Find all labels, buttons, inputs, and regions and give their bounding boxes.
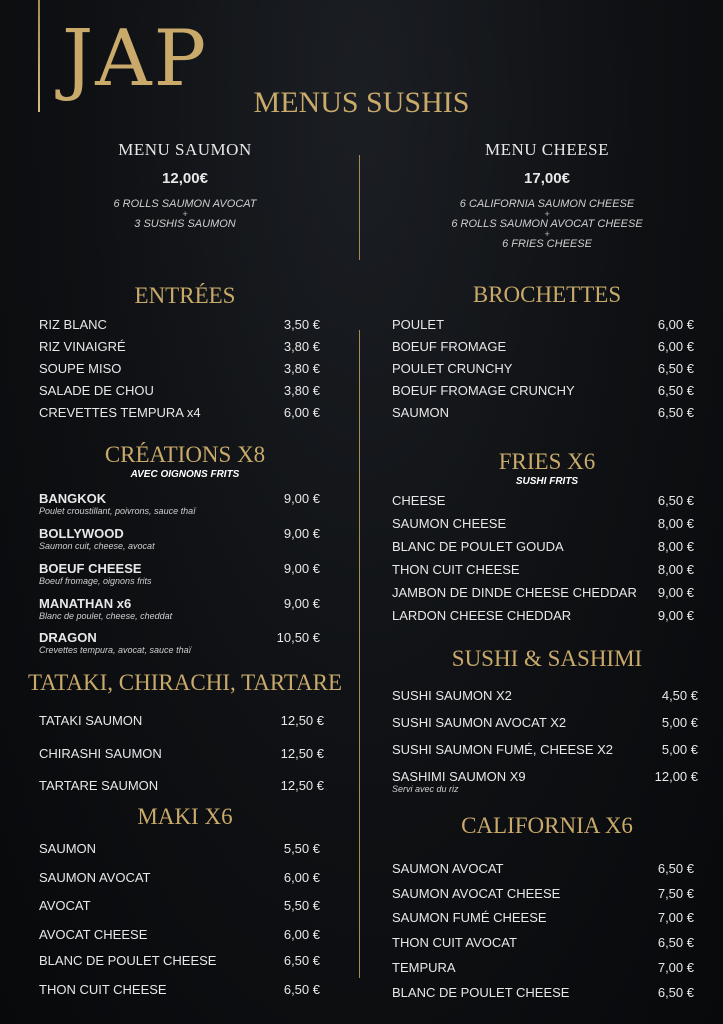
item-name: JAMBON DE DINDE CHEESE CHEDDAR [392, 585, 637, 600]
item-name: SUSHI SAUMON X2 [392, 688, 512, 703]
item-name: BLANC DE POULET CHEESE [392, 985, 570, 1000]
item-name: SOUPE MISO [39, 361, 122, 376]
item-price: 8,00 € [657, 516, 694, 531]
item-price: 5,50 € [283, 898, 320, 913]
sushi-title: SUSHI & SASHIMI [451, 646, 643, 671]
creations-item [39, 561, 320, 576]
item-name: TATAKI SAUMON [39, 713, 143, 728]
item-name: SUSHI SAUMON AVOCAT X2 [392, 715, 567, 730]
item-name: SAUMON AVOCAT [392, 861, 504, 876]
creations-item [39, 526, 320, 541]
item-price: 3,50 € [283, 317, 320, 332]
brochettes-item [392, 339, 694, 354]
sushi-item [392, 688, 698, 703]
item-price: 6,50 € [657, 383, 694, 398]
fries-title: FRIES X6 [498, 449, 596, 474]
item-name: SAUMON FUMÉ CHEESE [392, 910, 547, 925]
item-name: SASHIMI SAUMON X9 [392, 769, 526, 784]
menu-item: 6 ROLLS SAUMON AVOCAT CHEESE [451, 218, 643, 230]
tataki-item [39, 778, 324, 793]
item-price: 6,00 € [657, 339, 694, 354]
california-item [392, 960, 694, 975]
menu-divider [359, 155, 360, 260]
menu-price: 17,00€ [524, 170, 570, 187]
item-price: 10,50 € [276, 630, 320, 645]
maki-item [39, 982, 320, 997]
menu-item: 6 CALIFORNIA SAUMON CHEESE [459, 198, 635, 210]
item-price: 6,50 € [283, 953, 320, 968]
maki-item [39, 870, 320, 885]
menu-item: 6 ROLLS SAUMON AVOCAT [113, 198, 257, 210]
item-name: BLANC DE POULET GOUDA [392, 539, 564, 554]
item-description: Boeuf fromage, oignons frits [39, 576, 152, 586]
item-price: 8,00 € [657, 562, 694, 577]
item-description: Servi avec du riz [392, 784, 459, 794]
item-name: BLANC DE POULET CHEESE [39, 953, 217, 968]
item-description: Saumon cuit, cheese, avocat [39, 541, 155, 551]
sushi-item [392, 742, 698, 757]
item-name: CREVETTES TEMPURA x4 [39, 405, 201, 420]
item-name: RIZ BLANC [39, 317, 107, 332]
item-price: 9,00 € [657, 585, 694, 600]
item-price: 6,50 € [657, 493, 694, 508]
column-divider [359, 330, 360, 978]
item-name: LARDON CHEESE CHEDDAR [392, 608, 572, 623]
creations-subtitle: AVEC OIGNONS FRITS [130, 469, 240, 480]
california-item [392, 886, 694, 901]
creations-item [39, 491, 320, 506]
tataki-title: TATAKI, CHIRACHI, TARTARE [27, 670, 343, 695]
item-description: Blanc de poulet, cheese, cheddat [39, 611, 173, 621]
menu-contents [60, 199, 310, 230]
california-item [392, 910, 694, 925]
fries-subtitle: SUSHI FRITS [515, 476, 579, 487]
item-price: 12,50 € [280, 713, 324, 728]
item-price: 12,00 € [654, 769, 698, 784]
item-description: Poulet croustillant, poivrons, sauce thaï [39, 506, 196, 516]
item-name: SAUMON CHEESE [392, 516, 507, 531]
fries-item [392, 562, 694, 577]
brochettes-item [392, 383, 694, 398]
item-name: CHEESE [392, 493, 446, 508]
item-price: 9,00 € [283, 526, 320, 541]
item-name: BANGKOK [39, 491, 107, 506]
item-name: THON CUIT AVOCAT [392, 935, 517, 950]
item-price: 8,00 € [657, 539, 694, 554]
item-price: 7,00 € [657, 910, 694, 925]
entrees-item [39, 339, 320, 354]
menu-contents [412, 199, 682, 250]
item-name: MANATHAN x6 [39, 596, 132, 611]
item-price: 6,50 € [657, 861, 694, 876]
maki-item [39, 953, 320, 968]
plus-sign: + [544, 209, 550, 219]
item-price: 6,00 € [283, 870, 320, 885]
maki-item [39, 927, 320, 942]
item-name: TARTARE SAUMON [39, 778, 159, 793]
item-price: 6,50 € [657, 935, 694, 950]
maki-item [39, 841, 320, 856]
item-price: 6,00 € [283, 405, 320, 420]
plus-sign: + [182, 209, 188, 219]
creations-title: CRÉATIONS X8 [104, 442, 266, 467]
brochettes-item [392, 361, 694, 376]
item-price: 3,80 € [283, 383, 320, 398]
menu-cheese [412, 140, 682, 250]
item-name: AVOCAT [39, 898, 91, 913]
california-item [392, 861, 694, 876]
entrees-title: ENTRÉES [134, 283, 236, 308]
item-price: 12,50 € [280, 746, 324, 761]
item-name: POULET CRUNCHY [392, 361, 513, 376]
creations-item [39, 596, 320, 611]
item-name: THON CUIT CHEESE [39, 982, 167, 997]
item-price: 3,80 € [283, 361, 320, 376]
item-price: 5,50 € [283, 841, 320, 856]
fries-item [392, 585, 694, 600]
item-price: 9,00 € [657, 608, 694, 623]
item-price: 6,50 € [657, 361, 694, 376]
menu-item: 3 SUSHIS SAUMON [134, 218, 236, 230]
fries-item [392, 493, 694, 508]
item-name: SAUMON AVOCAT [39, 870, 151, 885]
item-price: 6,00 € [283, 927, 320, 942]
item-name: AVOCAT CHEESE [39, 927, 148, 942]
maki-item [39, 898, 320, 913]
brand-logo: JAP [62, 14, 209, 104]
menu-saumon [60, 140, 310, 230]
california-item [392, 935, 694, 950]
item-name: SAUMON [392, 405, 450, 420]
item-price: 5,00 € [661, 742, 698, 757]
brochettes-item [392, 405, 694, 420]
page-title-text: MENUS SUSHIS [253, 86, 470, 119]
item-name: SUSHI SAUMON FUMÉ, CHEESE X2 [392, 742, 614, 757]
item-price: 6,50 € [283, 982, 320, 997]
fries-item [392, 539, 694, 554]
menu-name: MENU SAUMON [118, 140, 252, 159]
entrees-item [39, 383, 320, 398]
plus-sign: + [544, 229, 550, 239]
page-title [0, 86, 723, 120]
california-item [392, 985, 694, 1000]
fries-item [392, 516, 694, 531]
menu-price: 12,00€ [162, 170, 208, 187]
menu-name: MENU CHEESE [484, 140, 610, 159]
item-name: BOEUF CHEESE [39, 561, 142, 576]
item-name: DRAGON [39, 630, 97, 645]
california-title: CALIFORNIA X6 [461, 813, 633, 838]
item-name: SALADE DE CHOU [39, 383, 154, 398]
item-name: BOLLYWOOD [39, 526, 124, 541]
menu-item: 6 FRIES CHEESE [502, 238, 592, 250]
item-name: BOEUF FROMAGE CRUNCHY [392, 383, 575, 398]
item-price: 9,00 € [283, 596, 320, 611]
item-price: 7,50 € [657, 886, 694, 901]
brochettes-title: BROCHETTES [472, 282, 622, 307]
item-price: 4,50 € [661, 688, 698, 703]
item-name: RIZ VINAIGRÉ [39, 339, 126, 354]
entrees-item [39, 317, 320, 332]
item-description: Crevettes tempura, avocat, sauce thaï [39, 645, 192, 655]
item-name: SAUMON AVOCAT CHEESE [392, 886, 561, 901]
sushi-item [392, 769, 698, 784]
maki-title: MAKI X6 [137, 804, 233, 829]
item-name: BOEUF FROMAGE [392, 339, 507, 354]
item-price: 5,00 € [661, 715, 698, 730]
sushi-item [392, 715, 698, 730]
item-name: TEMPURA [392, 960, 456, 975]
item-price: 6,50 € [657, 985, 694, 1000]
item-price: 6,00 € [657, 317, 694, 332]
entrees-item [39, 405, 320, 420]
item-price: 7,00 € [657, 960, 694, 975]
fries-item [392, 608, 694, 623]
creations-item [39, 630, 320, 645]
item-name: POULET [392, 317, 445, 332]
item-price: 9,00 € [283, 561, 320, 576]
item-name: THON CUIT CHEESE [392, 562, 520, 577]
item-price: 6,50 € [657, 405, 694, 420]
item-price: 12,50 € [280, 778, 324, 793]
item-name: SAUMON [39, 841, 97, 856]
tataki-item [39, 746, 324, 761]
item-price: 3,80 € [283, 339, 320, 354]
item-price: 9,00 € [283, 491, 320, 506]
entrees-item [39, 361, 320, 376]
brochettes-item [392, 317, 694, 332]
item-name: CHIRASHI SAUMON [39, 746, 162, 761]
tataki-item [39, 713, 324, 728]
